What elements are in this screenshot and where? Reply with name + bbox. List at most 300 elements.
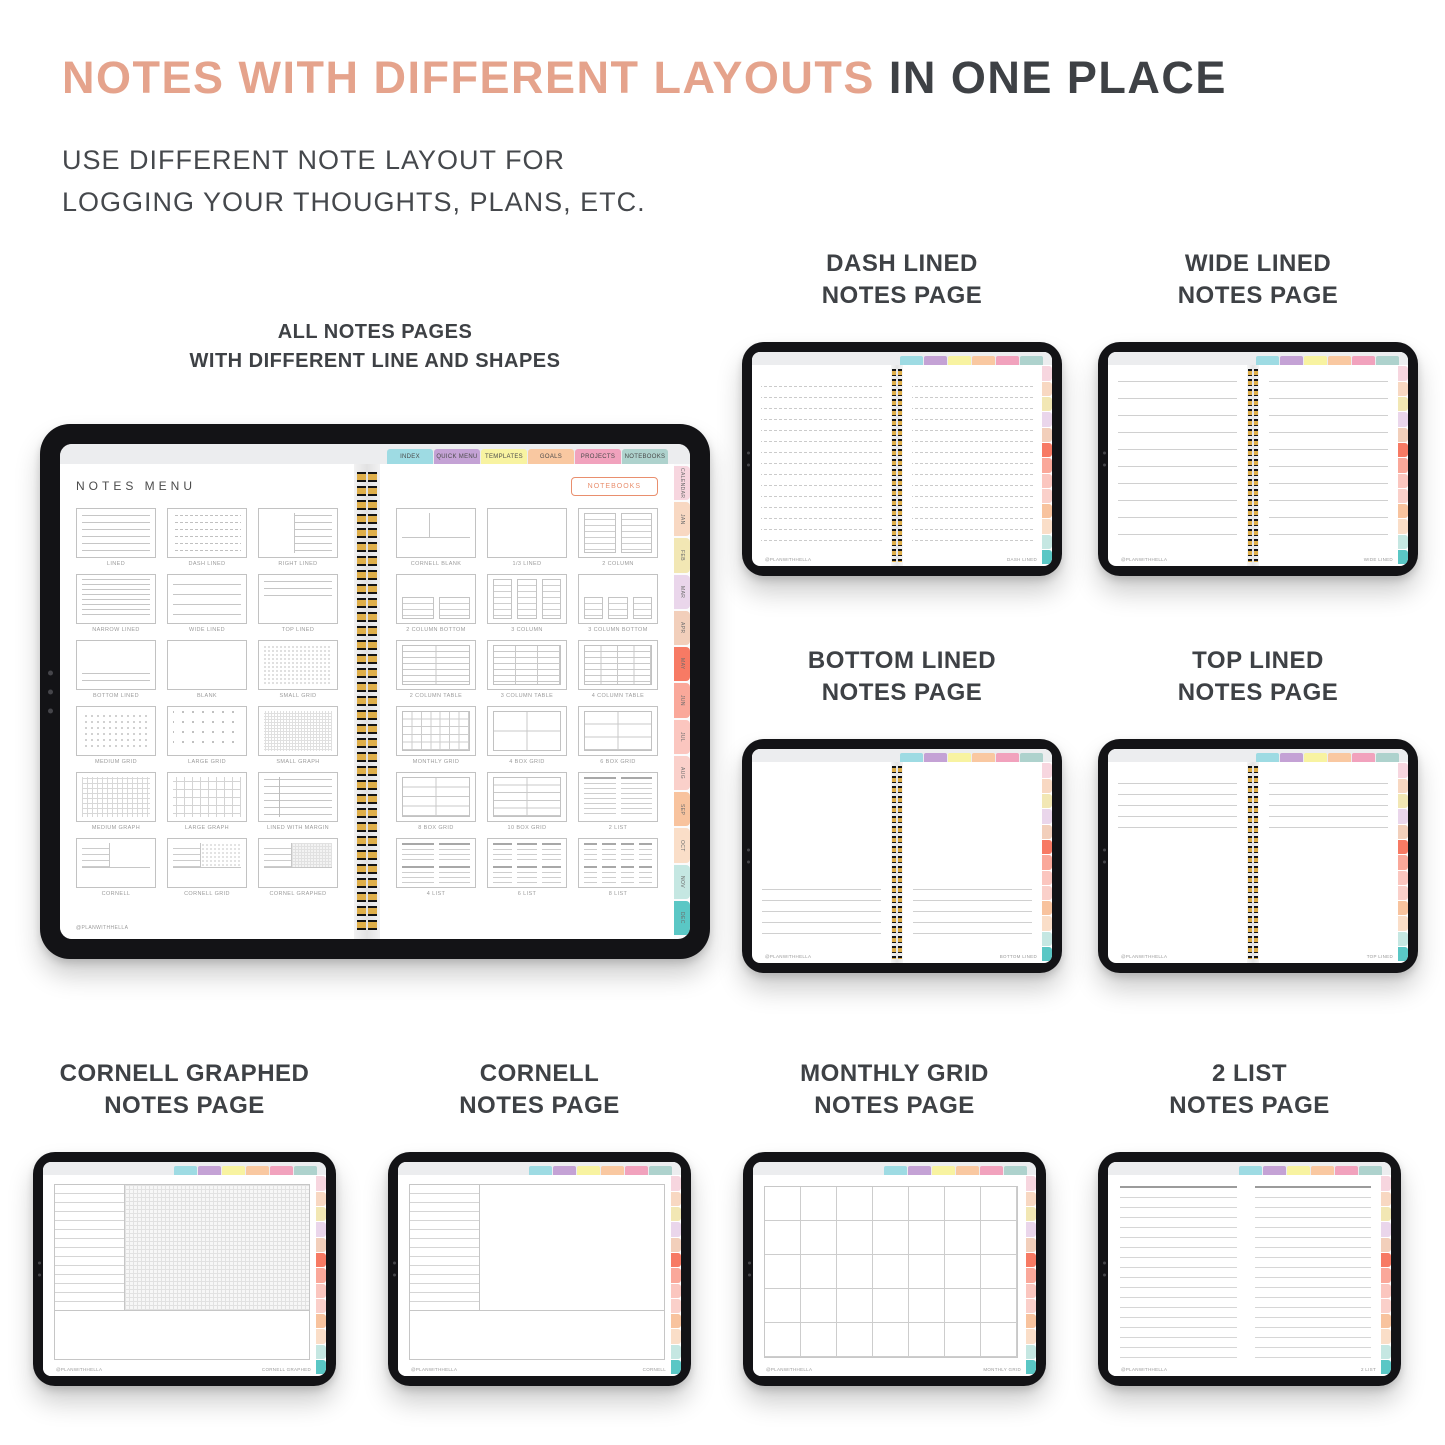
- planner-spread: [752, 365, 1052, 566]
- side-tab-sep[interactable]: [671, 1314, 681, 1328]
- tab-index[interactable]: [884, 1166, 907, 1175]
- layout-thumbnail-monthly-grid[interactable]: [396, 706, 476, 756]
- side-tab-dec[interactable]: [1042, 947, 1052, 961]
- side-tab-jun[interactable]: [1398, 855, 1408, 869]
- page-header: [62, 52, 1392, 223]
- side-tab-jul[interactable]: [1398, 871, 1408, 885]
- side-tab-apr[interactable]: [1381, 1238, 1391, 1252]
- side-tab-mar[interactable]: [1381, 1222, 1391, 1236]
- side-tab-may[interactable]: [1398, 840, 1408, 854]
- layout-thumbnail-10-box-grid[interactable]: [487, 772, 567, 822]
- side-tab-mar[interactable]: [316, 1222, 326, 1236]
- side-tab-jun[interactable]: [674, 683, 690, 717]
- preview-caption-line: NOTES PAGE: [1177, 679, 1339, 707]
- tab-index[interactable]: [529, 1166, 552, 1175]
- tab-goals[interactable]: [1328, 356, 1351, 365]
- layout-thumbnail-medium-graph[interactable]: [76, 772, 156, 822]
- tab-projects[interactable]: [996, 753, 1019, 762]
- layout-thumbnail-label: 8 BOX GRID: [418, 825, 454, 831]
- side-tab-oct[interactable]: [674, 828, 690, 862]
- tab-quick-menu[interactable]: [1263, 1166, 1286, 1175]
- tab-notebooks[interactable]: [1004, 1166, 1027, 1175]
- tab-index[interactable]: [1256, 753, 1279, 762]
- layout-thumbnail-label: 2 COLUMN: [602, 561, 634, 567]
- preview-caption: [1098, 1058, 1401, 1122]
- side-tab-nov[interactable]: [1042, 535, 1052, 549]
- planner-page-label: WIDE LINED: [1363, 557, 1393, 563]
- planner-spread: [398, 1175, 681, 1376]
- planner-footer: @PLANWITHHELLA: [765, 557, 812, 563]
- side-tab-nov[interactable]: [671, 1345, 681, 1359]
- layout-thumbnail-lined-with-margin[interactable]: [258, 772, 338, 822]
- tab-projects[interactable]: [270, 1166, 293, 1175]
- side-tab-mar[interactable]: [671, 1222, 681, 1236]
- side-tab-aug[interactable]: [316, 1299, 326, 1313]
- side-tab-sep[interactable]: [1042, 504, 1052, 518]
- notes-layout-option: [396, 772, 476, 831]
- side-tab-apr[interactable]: [1398, 428, 1408, 442]
- tab-label: INDEX: [400, 453, 420, 460]
- layout-thumbnail-label: LINED: [106, 561, 126, 567]
- side-tab-oct[interactable]: [1381, 1329, 1391, 1343]
- side-tab-jan[interactable]: [1026, 1192, 1036, 1206]
- notes-menu-right-page: [380, 464, 674, 939]
- side-tab-feb[interactable]: [1398, 397, 1408, 411]
- layout-thumbnail-dash-lined[interactable]: [167, 508, 247, 558]
- layout-thumbnail-large-grid[interactable]: [167, 706, 247, 756]
- layout-thumbnail-top-lined[interactable]: [258, 574, 338, 624]
- layout-thumbnail-cornell[interactable]: [76, 838, 156, 888]
- side-tab-nov[interactable]: [1026, 1345, 1036, 1359]
- planner-page-label: 2 LIST: [1360, 1367, 1376, 1373]
- side-tab-oct[interactable]: [1042, 916, 1052, 930]
- camera-dots: [1102, 1262, 1106, 1277]
- notebooks-button[interactable]: NOTEBOOKS: [571, 477, 658, 496]
- layout-thumbnail-6-list[interactable]: [487, 838, 567, 888]
- side-tab-dec[interactable]: [1042, 550, 1052, 564]
- side-tab-feb[interactable]: [1042, 397, 1052, 411]
- tablet-mockup-top-lined: [1098, 739, 1418, 973]
- side-tab-may[interactable]: [674, 647, 690, 681]
- preview-caption-line: NOTES PAGE: [459, 1092, 620, 1120]
- side-tab-feb[interactable]: [1026, 1207, 1036, 1221]
- side-tab-dec[interactable]: [1381, 1360, 1391, 1374]
- month-tab-strip: [1398, 762, 1408, 963]
- tab-index[interactable]: [1239, 1166, 1262, 1175]
- page-title: [62, 52, 1392, 104]
- tab-goals[interactable]: [528, 449, 574, 464]
- tab-templates[interactable]: [222, 1166, 245, 1175]
- side-tab-aug[interactable]: [1398, 489, 1408, 503]
- layout-thumbnail-6-box-grid[interactable]: [578, 706, 658, 756]
- side-tab-calendar[interactable]: [674, 466, 690, 500]
- tab-templates[interactable]: [1304, 753, 1327, 762]
- notes-layout-option: [258, 706, 338, 765]
- tab-notebooks[interactable]: [1359, 1166, 1382, 1175]
- tab-templates[interactable]: [932, 1166, 955, 1175]
- preview-caption: [742, 645, 1062, 709]
- camera-dots: [1102, 849, 1106, 864]
- layout-thumbnail-label: BOTTOM LINED: [93, 693, 139, 699]
- layout-thumbnail-8-box-grid[interactable]: [396, 772, 476, 822]
- side-tab-may[interactable]: [1381, 1253, 1391, 1267]
- planner-top-tab-bar: [752, 749, 1052, 762]
- camera-dots: [48, 670, 52, 713]
- side-tab-feb[interactable]: [674, 538, 690, 572]
- tab-index[interactable]: [174, 1166, 197, 1175]
- side-tab-apr[interactable]: [674, 611, 690, 645]
- planner-footer: @PLANWITHHELLA: [411, 1367, 458, 1373]
- layout-thumbnail-cornell-blank[interactable]: [396, 508, 476, 558]
- notes-layout-option: [76, 838, 156, 897]
- side-tab-may[interactable]: [316, 1253, 326, 1267]
- side-tab-feb[interactable]: [316, 1207, 326, 1221]
- planner-page-label: TOP LINED: [1366, 954, 1393, 960]
- tab-templates[interactable]: [577, 1166, 600, 1175]
- tab-index[interactable]: [900, 356, 923, 365]
- notes-layout-option: [487, 508, 567, 567]
- tablet-screen: [1108, 352, 1408, 566]
- side-tab-feb[interactable]: [1381, 1207, 1391, 1221]
- side-tab-jan[interactable]: [1398, 779, 1408, 793]
- layout-thumbnail-bottom-lined[interactable]: [76, 640, 156, 690]
- layout-thumbnail-8-list[interactable]: [578, 838, 658, 888]
- side-tab-may[interactable]: [1398, 443, 1408, 457]
- side-tab-mar[interactable]: [1398, 809, 1408, 823]
- side-tab-sep[interactable]: [1398, 901, 1408, 915]
- layout-thumbnail-label: SMALL GRID: [279, 693, 317, 699]
- notes-page-right: [903, 762, 1042, 963]
- side-tab-jul[interactable]: [1042, 474, 1052, 488]
- layout-thumbnail-3-column-table[interactable]: [487, 640, 567, 690]
- layout-thumbnail-blank[interactable]: [167, 640, 247, 690]
- tab-goals[interactable]: [1311, 1166, 1334, 1175]
- tablet-screen: [753, 1162, 1036, 1376]
- tab-quick-menu[interactable]: [908, 1166, 931, 1175]
- side-tab-apr[interactable]: [316, 1238, 326, 1252]
- layout-thumbnail-label: 3 COLUMN BOTTOM: [588, 627, 648, 633]
- layout-thumbnail-label: 1/3 LINED: [512, 561, 542, 567]
- tab-quick-menu[interactable]: [1280, 753, 1303, 762]
- tab-projects[interactable]: [980, 1166, 1003, 1175]
- side-tab-feb[interactable]: [671, 1207, 681, 1221]
- layout-thumbnail-2-column[interactable]: [578, 508, 658, 558]
- side-tab-dec[interactable]: [1398, 550, 1408, 564]
- notes-layout-option: [167, 508, 247, 567]
- side-tab-dec[interactable]: [1398, 947, 1408, 961]
- side-tab-mar[interactable]: [1026, 1222, 1036, 1236]
- side-tab-aug[interactable]: [674, 756, 690, 790]
- layout-thumbnail-2-list[interactable]: [578, 772, 658, 822]
- layout-thumbnail-2-column-bottom[interactable]: [396, 574, 476, 624]
- tablet-mockup-cornell: [388, 1152, 691, 1386]
- notes-layout-option: [76, 508, 156, 567]
- month-tab-strip: [1042, 365, 1052, 566]
- notes-layout-option: [76, 706, 156, 765]
- layout-thumbnail-4-column-table[interactable]: [578, 640, 658, 690]
- side-tab-mar[interactable]: [1042, 412, 1052, 426]
- tab-quick-menu[interactable]: [553, 1166, 576, 1175]
- side-tab-calendar[interactable]: [1042, 366, 1052, 380]
- side-tab-oct[interactable]: [1026, 1329, 1036, 1343]
- layout-thumbnail-narrow-lined[interactable]: [76, 574, 156, 624]
- side-tab-jan[interactable]: [1042, 382, 1052, 396]
- notes-layout-option: [396, 640, 476, 699]
- side-tab-jun[interactable]: [1381, 1268, 1391, 1282]
- tab-notebooks[interactable]: [1376, 356, 1399, 365]
- notes-layout-option: [167, 640, 247, 699]
- notes-layout-option: [487, 772, 567, 831]
- side-tab-jun[interactable]: [1042, 458, 1052, 472]
- notes-layout-option: [167, 838, 247, 897]
- side-tab-dec[interactable]: [1026, 1360, 1036, 1374]
- side-tab-may[interactable]: [1042, 840, 1052, 854]
- tab-projects[interactable]: [1352, 753, 1375, 762]
- tablet-mockup-cornell-graphed: [33, 1152, 336, 1386]
- tab-goals[interactable]: [956, 1166, 979, 1175]
- tab-notebooks[interactable]: [1376, 753, 1399, 762]
- side-tab-jun[interactable]: [1026, 1268, 1036, 1282]
- notes-layout-option: [167, 772, 247, 831]
- tab-projects[interactable]: [575, 449, 621, 464]
- layout-thumbnail-right-lined[interactable]: [258, 508, 338, 558]
- notes-page-left: [752, 365, 891, 566]
- subtitle-line-1: USE DIFFERENT NOTE LAYOUT FOR: [62, 144, 566, 175]
- side-tab-oct[interactable]: [1042, 519, 1052, 533]
- side-tab-oct[interactable]: [671, 1329, 681, 1343]
- tab-notebooks[interactable]: [622, 449, 668, 464]
- side-tab-jul[interactable]: [1398, 474, 1408, 488]
- side-tab-jul[interactable]: [1026, 1284, 1036, 1298]
- tab-quick-menu[interactable]: [1280, 356, 1303, 365]
- tablet-screen: [398, 1162, 681, 1376]
- side-tab-jul[interactable]: [674, 720, 690, 754]
- side-tab-calendar[interactable]: [671, 1176, 681, 1190]
- side-tab-nov[interactable]: [674, 865, 690, 899]
- layout-thumbnail-1-3-lined[interactable]: [487, 508, 567, 558]
- side-tab-calendar[interactable]: [1381, 1176, 1391, 1190]
- layout-thumbnail-large-graph[interactable]: [167, 772, 247, 822]
- side-tab-apr[interactable]: [1042, 428, 1052, 442]
- spiral-binding: [891, 762, 903, 963]
- side-tab-aug[interactable]: [1042, 489, 1052, 503]
- side-tab-mar[interactable]: [1398, 412, 1408, 426]
- tab-quick-menu[interactable]: [924, 753, 947, 762]
- side-tab-jun[interactable]: [316, 1268, 326, 1282]
- tablet-screen: [752, 749, 1052, 963]
- layout-thumbnail-medium-grid[interactable]: [76, 706, 156, 756]
- planner-spread: [60, 464, 690, 939]
- planner-footer: @PLANWITHHELLA: [1121, 954, 1168, 960]
- layout-thumbnail-label: TOP LINED: [281, 627, 315, 633]
- side-tab-apr[interactable]: [671, 1238, 681, 1252]
- layout-thumbnail-label: LARGE GRAPH: [184, 825, 230, 831]
- preview-cornell-graphed: [33, 1058, 336, 1386]
- tab-goals[interactable]: [972, 753, 995, 762]
- side-tab-nov[interactable]: [1398, 932, 1408, 946]
- side-tab-sep[interactable]: [674, 792, 690, 826]
- planner-footer: @PLANWITHHELLA: [766, 1367, 813, 1373]
- side-tab-jun[interactable]: [1042, 855, 1052, 869]
- side-tab-nov[interactable]: [1381, 1345, 1391, 1359]
- tab-projects[interactable]: [996, 356, 1019, 365]
- layout-thumbnail-wide-lined[interactable]: [167, 574, 247, 624]
- layout-thumbnail-label: 3 COLUMN: [511, 627, 543, 633]
- notes-layout-option: [258, 772, 338, 831]
- side-tab-calendar[interactable]: [1026, 1176, 1036, 1190]
- side-tab-aug[interactable]: [1026, 1299, 1036, 1313]
- side-tab-nov[interactable]: [316, 1345, 326, 1359]
- all-notes-section: [40, 318, 710, 959]
- side-tab-oct[interactable]: [1398, 519, 1408, 533]
- side-tab-jul[interactable]: [1042, 871, 1052, 885]
- side-tab-dec[interactable]: [671, 1360, 681, 1374]
- preview-caption: [388, 1058, 691, 1122]
- side-tab-sep[interactable]: [1026, 1314, 1036, 1328]
- tablet-mockup-bottom-lined: [742, 739, 1062, 973]
- main-caption-line-2: WITH DIFFERENT LINE AND SHAPES: [189, 350, 561, 372]
- notes-layout-option: [578, 838, 658, 897]
- tab-projects[interactable]: [625, 1166, 648, 1175]
- notes-page-left: [752, 762, 891, 963]
- planner-top-tab-bar: [43, 1162, 326, 1175]
- tab-projects[interactable]: [1352, 356, 1375, 365]
- tab-label: GOALS: [539, 453, 563, 460]
- side-tab-oct[interactable]: [1398, 916, 1408, 930]
- tab-templates[interactable]: [948, 356, 971, 365]
- tab-notebooks[interactable]: [1020, 753, 1043, 762]
- side-tab-feb[interactable]: [1042, 794, 1052, 808]
- side-tab-jan[interactable]: [674, 502, 690, 536]
- side-tab-apr[interactable]: [1026, 1238, 1036, 1252]
- tab-label: NOTEBOOKS: [624, 453, 666, 460]
- side-tab-feb[interactable]: [1398, 794, 1408, 808]
- tab-templates[interactable]: [1304, 356, 1327, 365]
- tab-goals[interactable]: [601, 1166, 624, 1175]
- tab-templates[interactable]: [481, 449, 527, 464]
- preview-caption-line: WIDE LINED: [1184, 250, 1332, 277]
- notes-layout-option: [396, 838, 476, 897]
- tab-notebooks[interactable]: [294, 1166, 317, 1175]
- planner-top-tab-bar: [1108, 352, 1408, 365]
- planner-top-tab-bar: [60, 444, 690, 464]
- month-tab-strip: [1026, 1175, 1036, 1376]
- side-tab-calendar[interactable]: [316, 1176, 326, 1190]
- side-tab-label: FEB: [679, 550, 685, 562]
- side-tab-jul[interactable]: [316, 1284, 326, 1298]
- side-tab-jan[interactable]: [1381, 1192, 1391, 1206]
- layout-thumbnail-3-column-bottom[interactable]: [578, 574, 658, 624]
- tab-projects[interactable]: [1335, 1166, 1358, 1175]
- side-tab-dec[interactable]: [316, 1360, 326, 1374]
- layout-thumbnail-4-box-grid[interactable]: [487, 706, 567, 756]
- side-tab-mar[interactable]: [1042, 809, 1052, 823]
- layout-thumbnail-label: 2 COLUMN TABLE: [409, 693, 463, 699]
- layout-thumbnail-cornel-graphed[interactable]: [258, 838, 338, 888]
- side-tab-jul[interactable]: [1381, 1284, 1391, 1298]
- side-tab-label: NOV: [679, 875, 685, 888]
- side-tab-dec[interactable]: [674, 901, 690, 935]
- layout-thumbnail-cornell-grid[interactable]: [167, 838, 247, 888]
- side-tab-jul[interactable]: [671, 1284, 681, 1298]
- side-tab-jun[interactable]: [671, 1268, 681, 1282]
- side-tab-nov[interactable]: [1398, 535, 1408, 549]
- notes-page: [753, 1175, 1026, 1376]
- tab-index[interactable]: [1256, 356, 1279, 365]
- side-tab-oct[interactable]: [316, 1329, 326, 1343]
- tablet-screen: [60, 444, 690, 939]
- side-tab-may[interactable]: [671, 1253, 681, 1267]
- side-tab-label: JUN: [679, 695, 685, 706]
- side-tab-calendar[interactable]: [1398, 366, 1408, 380]
- planner-page-label: CORNELL: [642, 1367, 666, 1373]
- layout-thumbnail-lined[interactable]: [76, 508, 156, 558]
- preview-caption-line: NOTES PAGE: [1177, 282, 1339, 310]
- side-tab-jan[interactable]: [671, 1192, 681, 1206]
- side-tab-jun[interactable]: [1398, 458, 1408, 472]
- side-tab-jan[interactable]: [1398, 382, 1408, 396]
- tab-goals[interactable]: [1328, 753, 1351, 762]
- layout-thumbnail-4-list[interactable]: [396, 838, 476, 888]
- planner-footer: @PLANWITHHELLA: [56, 1367, 103, 1373]
- side-tab-aug[interactable]: [1042, 886, 1052, 900]
- side-tab-apr[interactable]: [1398, 825, 1408, 839]
- tab-templates[interactable]: [948, 753, 971, 762]
- tab-notebooks[interactable]: [649, 1166, 672, 1175]
- layout-thumbnail-3-column[interactable]: [487, 574, 567, 624]
- side-tab-calendar[interactable]: [1398, 763, 1408, 777]
- planner-footer: @PLANWITHHELLA: [1121, 1367, 1168, 1373]
- side-tab-sep[interactable]: [1042, 901, 1052, 915]
- notes-layout-option: [487, 838, 567, 897]
- side-tab-may[interactable]: [1026, 1253, 1036, 1267]
- layout-thumbnail-label: 6 BOX GRID: [600, 759, 636, 765]
- notes-page: [398, 1175, 671, 1376]
- tab-quick-menu[interactable]: [198, 1166, 221, 1175]
- preview-caption-line: CORNELL GRAPHED: [59, 1060, 310, 1087]
- tab-goals[interactable]: [246, 1166, 269, 1175]
- side-tab-calendar[interactable]: [1042, 763, 1052, 777]
- side-tab-sep[interactable]: [1381, 1314, 1391, 1328]
- side-tab-aug[interactable]: [1381, 1299, 1391, 1313]
- tab-goals[interactable]: [972, 356, 995, 365]
- notes-page-left: [1108, 365, 1247, 566]
- side-tab-may[interactable]: [1042, 443, 1052, 457]
- side-tab-label: APR: [679, 622, 685, 634]
- layout-thumbnail-2-column-table[interactable]: [396, 640, 476, 690]
- layout-thumbnail-small-grid[interactable]: [258, 640, 338, 690]
- side-tab-aug[interactable]: [1398, 886, 1408, 900]
- side-tab-apr[interactable]: [1042, 825, 1052, 839]
- side-tab-jan[interactable]: [316, 1192, 326, 1206]
- tab-index[interactable]: [900, 753, 923, 762]
- title-rest: IN ONE PLACE: [888, 52, 1227, 103]
- tab-notebooks[interactable]: [1020, 356, 1043, 365]
- side-tab-sep[interactable]: [1398, 504, 1408, 518]
- side-tab-mar[interactable]: [674, 575, 690, 609]
- tablet-screen: [43, 1162, 326, 1376]
- tab-quick-menu[interactable]: [924, 356, 947, 365]
- side-tab-aug[interactable]: [671, 1299, 681, 1313]
- tab-templates[interactable]: [1287, 1166, 1310, 1175]
- side-tab-nov[interactable]: [1042, 932, 1052, 946]
- layout-thumbnail-small-graph[interactable]: [258, 706, 338, 756]
- tab-index[interactable]: [387, 449, 433, 464]
- tab-quick-menu[interactable]: [434, 449, 480, 464]
- side-tab-jan[interactable]: [1042, 779, 1052, 793]
- preview-caption-line: NOTES PAGE: [821, 282, 983, 310]
- side-tab-sep[interactable]: [316, 1314, 326, 1328]
